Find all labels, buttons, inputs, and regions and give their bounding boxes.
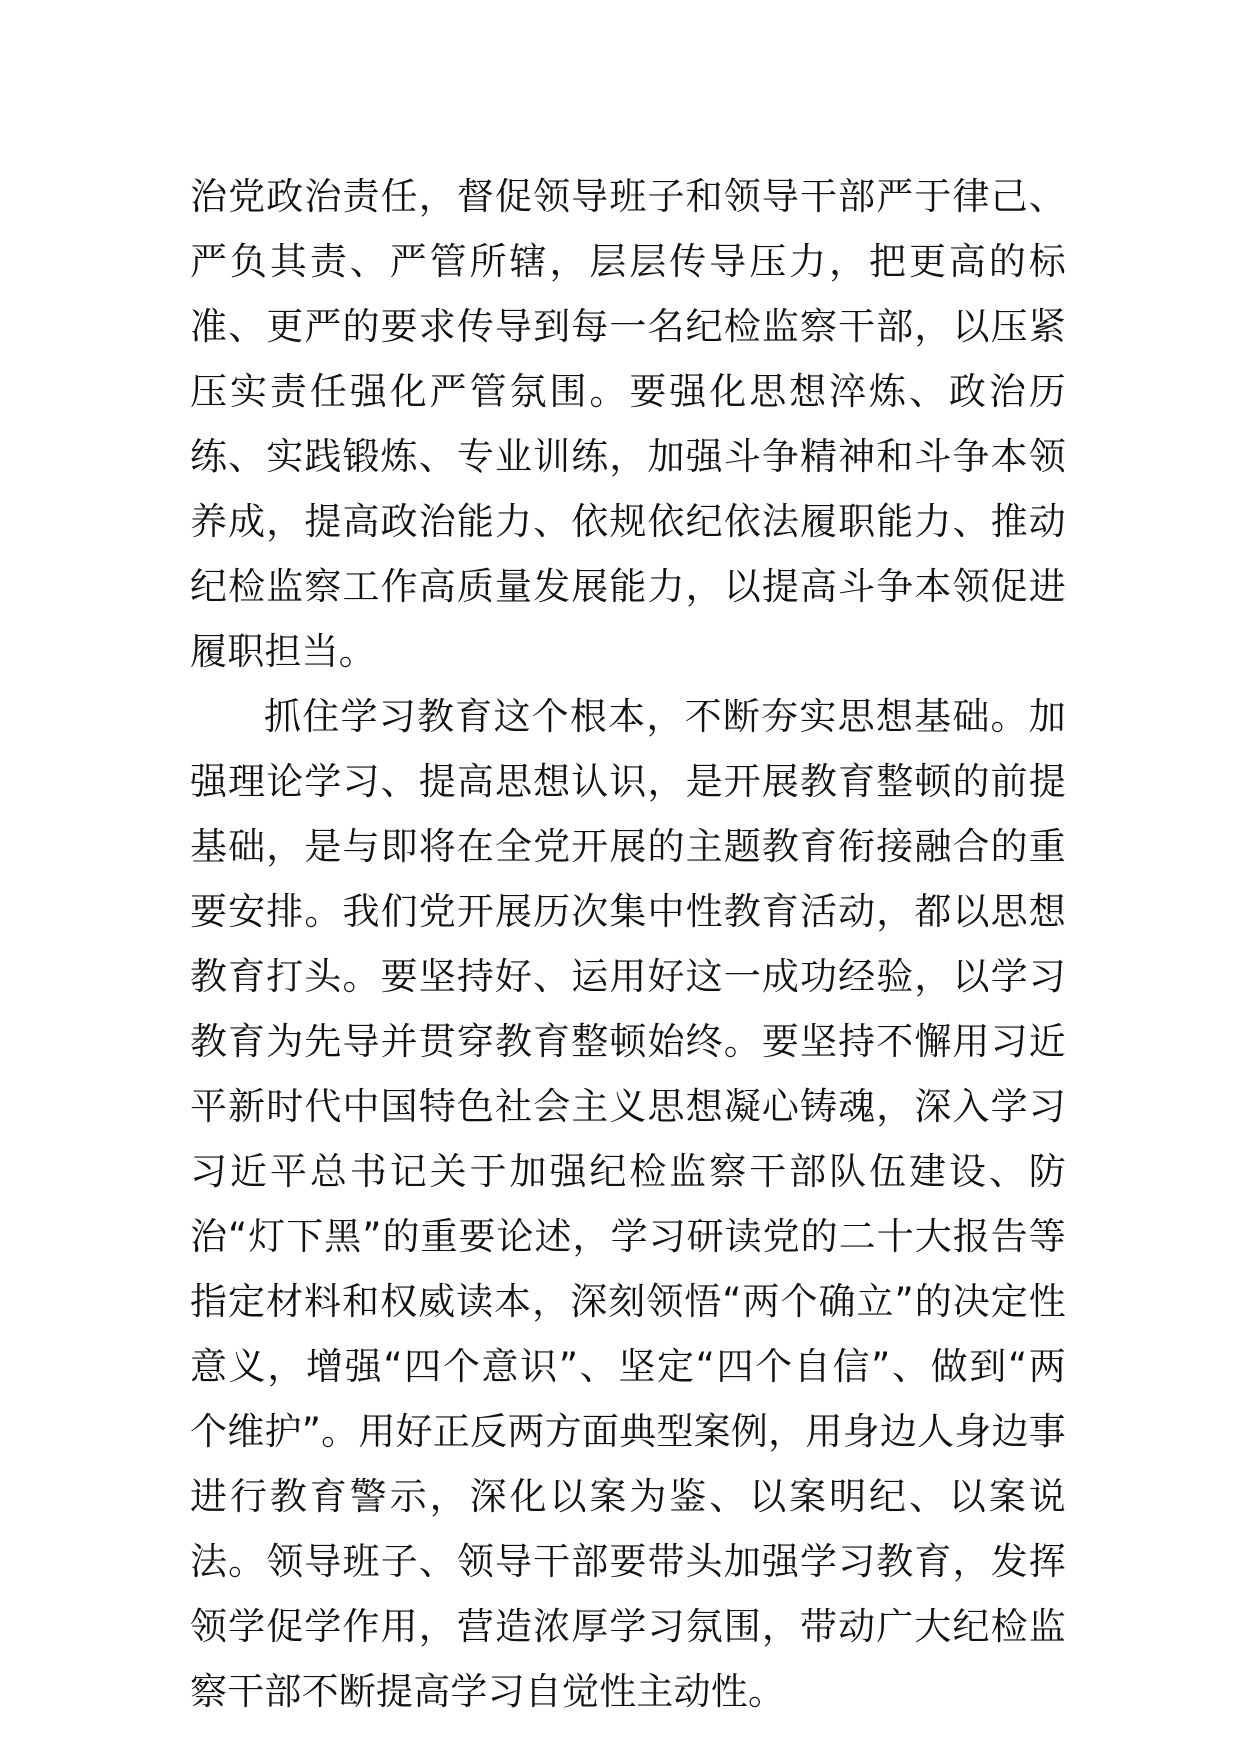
paragraph-continuation: 治党政治责任，督促领导班子和领导干部严于律己、严负其责、严管所辖，层层传导压力，把更高的标准、更严的要求传导到每一名纪检监察干部，以压紧压实责任强化严管氛围。要强化思想淬炼、政治历练、实践锻炼、专业训练，加强斗争精神和斗争本领养成，提高政治能力、依规依纪依法履职能力、推动纪检监察工作高质量发展能力，以提高斗争本领促进履职担当。 <box>190 175 1066 673</box>
paragraph-study-education: 抓住学习教育这个根本，不断夯实思想基础。加强理论学习、提高思想认识，是开展教育整顿的前提基础，是与即将在全党开展的主题教育衔接融合的重要安排。我们党开展历次集中性教育活动，都以思想教育打头。要坚持好、运用好这一成功经验，以学习教育为先导并贯穿教育整顿始终。要坚持不懈用习近平新时代中国特色社会主义思想凝心铸魂，深入学习习近平总书记关于加强纪检监察干部队伍建设、防治“灯下黑”的重要论述，学习研读党的二十大报告等指定材料和权威读本，深刻领悟“两个确立”的决定性意义，增强“四个意识”、坚定“四个自信”、做到“两个维护”。用好正反两方面典型案例，用身边人身边事进行教育警示，深化以案为鉴、以案明纪、以案说法。领导班子、领导干部要带头加强学习教育，发挥领学促学作用，营造浓厚学习氛围，带动广大纪检监察干部不断提高学习自觉性主动性。 <box>190 695 1066 1713</box>
document-body <box>190 164 1066 1724</box>
